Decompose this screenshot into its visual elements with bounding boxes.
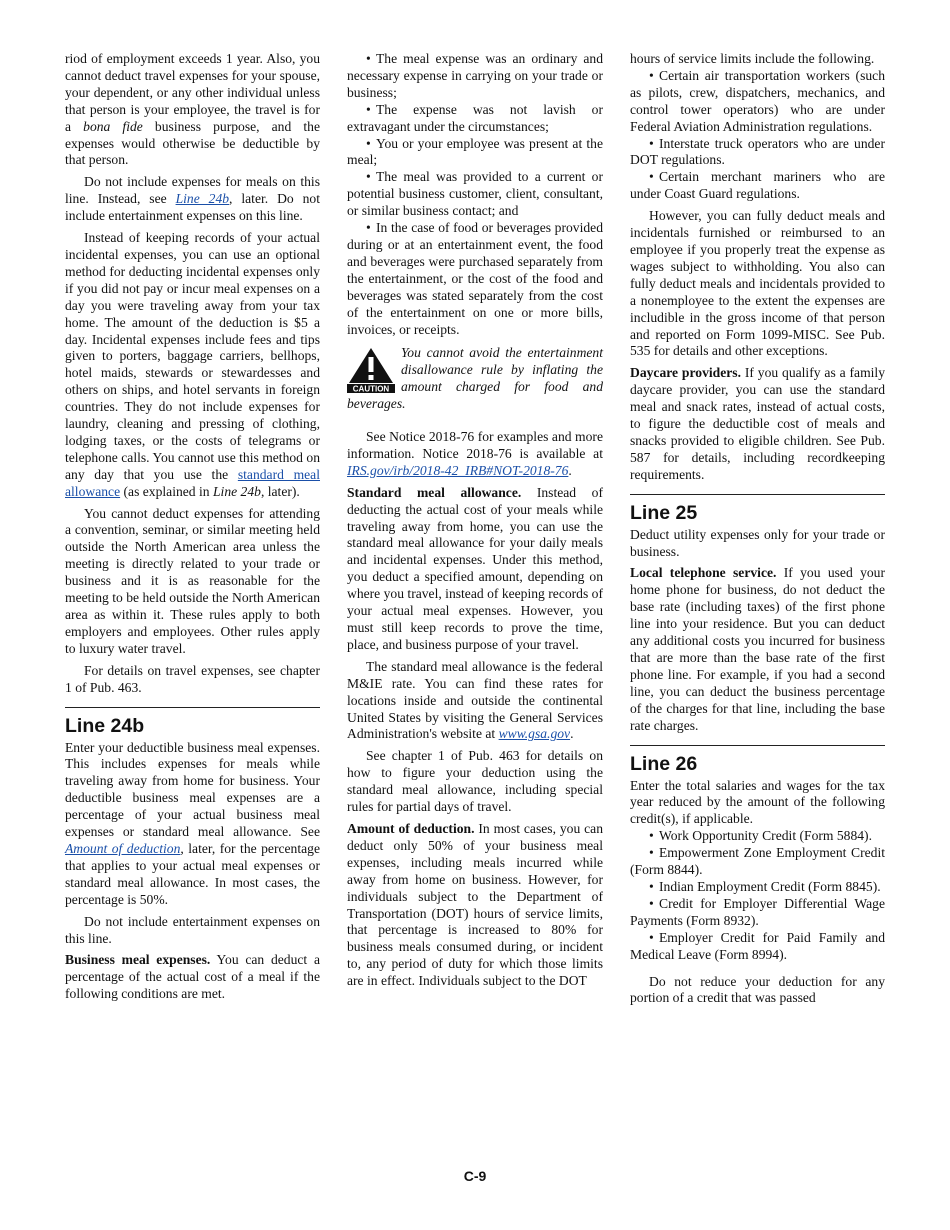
caution-text: You cannot avoid the entertainment disallowance rule by inflating the amount charged for food and beverages. — [347, 345, 603, 412]
standard-meal-allowance-link[interactable]: standard meal allowance — [65, 466, 320, 499]
page-number: C-9 — [463, 1168, 487, 1184]
caution-icon — [347, 347, 395, 393]
bullet-item: • In the case of food or beverages provided during or at an entertainment event, the food and beverages were purchased separately from the entertainment, or the cost of the food and beverages was stated separately from the cost of the entertainment on one or more bills, invoices, or receipts. — [347, 220, 603, 337]
paragraph: Local telephone service. If you used your home phone for business, do not deduct the base rate (including taxes) of the first phone line into your residence. But you can deduct any additional costs you incurred for business that are more than the base rate of the first phone line. For example, if you had a second line, you can deduct the business percentage of the charges for that line, including the base rate charges. — [630, 565, 885, 733]
paragraph: hours of service limits include the following. — [630, 51, 875, 66]
paragraph: Instead of keeping records of your actual incidental expenses, you can use an optional method for deducting incidental expenses only if you did not pay or incur meal expenses on a day you were traveling away from your tax home. The amount of the deduction is $5 a day. Incidental expenses include fees and tips given to porters, baggage carriers, bellhops, hotel maids, stewards or stewardesses and others on ships, and hotel servants in foreign countries. They do not include expenses for laundry, cleaning and pressing of clothing, lodging taxes, or the costs of telegrams or telephone calls. You cannot use this method on any day that you use the standard meal allowance (as explained in Line 24b, later). — [65, 230, 320, 499]
paragraph: For details on travel expenses, see chapter 1 of Pub. 463. — [65, 662, 320, 695]
paragraph: However, you can fully deduct meals and incidentals furnished or reimbursed to an employee if you properly treat the expense as wages subject to withholding. You also can fully deduct meals and incidentals provided to a nonemployee to the extent the expenses are includible in the gross income of that person and reported on Form 1099-MISC. See Pub. 535 for details and other exceptions. — [630, 208, 885, 359]
caution-label: CAUTION — [352, 384, 390, 394]
amount-of-deduction-link[interactable]: Amount of deduction — [65, 840, 181, 856]
caution-note — [347, 345, 603, 413]
paragraph: Daycare providers. If you qualify as a family daycare provider, you can use the standard meal and snack rates, instead of actual costs, to figure the deductible cost of meals and snacks provided to eligible children. See Pub. 587 for details, including recordkeeping requirements. — [630, 365, 885, 482]
paragraph: See Notice 2018-76 for examples and more information. Notice 2018-76 is available at IRS.gov/irb/2018-42_IRB#NOT-2018-76. — [347, 429, 603, 478]
gsa-link[interactable]: www.gsa.gov — [498, 726, 571, 742]
bullet-item: • Empowerment Zone Employment Credit (Form 8844). — [630, 845, 885, 878]
paragraph: The standard meal allowance is the federal M&IE rate. You can find these rates for locations inside and outside the continental United States by visiting the General Services Administration's website at www.gsa.gov. — [347, 658, 603, 742]
column-3 — [630, 51, 885, 1012]
paragraph: Standard meal allowance. Instead of deducting the actual cost of your meals while traveling away from home, you can use the standard meal allowance for your daily meals and incidental expenses. Under this method, you deduct a specified amount, depending on where you travel, instead of keeping records of your actual meal expenses. However, you must still keep records to prove the time, place, and business purpose of your travel. — [347, 484, 603, 652]
bullet-item: • You or your employee was present at the meal; — [347, 135, 603, 168]
paragraph: Enter the total salaries and wages for the tax year reduced by the amount of the following credit(s), if applicable. — [630, 777, 885, 827]
notice-2018-76-link[interactable]: IRS.gov/irb/2018-42_IRB#NOT-2018-76 — [347, 462, 569, 478]
paragraph: riod of employment exceeds 1 year. Also, you cannot deduct travel expenses for your spouse, your dependent, or any other individual unless that person is your employee, the travel is for a bona fide business purpose, and the expenses would otherwise be deductible by that person. — [65, 51, 320, 168]
line-24b-link[interactable]: Line 24b — [175, 191, 230, 207]
bullet-item: • The expense was not lavish or extravagant under the circumstances; — [347, 101, 603, 134]
bullet-item: • Credit for Employer Differential Wage Payments (Form 8932). — [630, 895, 885, 928]
bullet-item: • Employer Credit for Paid Family and Medical Leave (Form 8994). — [630, 929, 885, 962]
bullet-item: • Indian Employment Credit (Form 8845). — [649, 878, 881, 894]
paragraph: Amount of deduction. In most cases, you can deduct only 50% of your business meal expenses, including meals incurred while away from home on business. However, for individuals subject to the Department of Transportation (DOT) hours of service limits, that percentage is increased to 80% for business meals consumed during, or incident to, any period of duty for which those limits are in effect. Individuals subject to the DOT — [347, 820, 603, 989]
bullet-item: • The meal expense was an ordinary and necessary expense in carrying on your trade or business; — [347, 51, 603, 100]
paragraph: Do not include entertainment expenses on this line. — [65, 913, 320, 946]
paragraph: Do not include expenses for meals on this line. Instead, see Line 24b, later. Do not include entertainment expenses on this line. — [65, 174, 320, 224]
section-divider — [65, 707, 320, 708]
bullet-item: • Certain merchant mariners who are under Coast Guard regulations. — [630, 169, 885, 202]
column-1 — [65, 51, 320, 1008]
column-2 — [347, 51, 603, 995]
heading-line-25: Line 25 — [630, 501, 698, 524]
paragraph: See chapter 1 of Pub. 463 for details on how to figure your deduction using the standard meal allowance, including special rules for partial days of travel. — [347, 748, 603, 815]
paragraph: Deduct utility expenses only for your trade or business. — [630, 526, 885, 559]
bullet-item: • Certain air transportation workers (such as pilots, crew, dispatchers, mechanics, and control tower operators) who are under Federal Aviation Administration regulations. — [630, 67, 885, 134]
paragraph: Do not reduce your deduction for any portion of a credit that was passed — [630, 973, 885, 1006]
heading-line-24b: Line 24b — [65, 714, 145, 737]
bullet-item: • Interstate truck operators who are under DOT regulations. — [630, 135, 885, 168]
heading-line-26: Line 26 — [630, 752, 698, 775]
bullet-item: • The meal was provided to a current or potential business customer, client, consultant, or similar business contact; and — [347, 169, 603, 219]
paragraph: Enter your deductible business meal expenses. This includes expenses for meals while traveling away from home for business. Your deductible business meal expenses are a percentage of your actual business meal expenses or standard meal allowance. See Amount of deduction, later, for the percentage that applies to your actual meal expenses or standard meal allowance. In most cases, the percentage is 50%. — [65, 739, 320, 907]
paragraph: You cannot deduct expenses for attending a convention, seminar, or similar meeting held outside the North American area unless the meeting is directly related to your trade or business and it is as reasonable for the meeting to be held outside the North American area as within it. These rules apply to both employers and employees. Other rules apply to luxury water travel. — [65, 505, 320, 656]
section-divider — [630, 745, 885, 746]
bullet-item: • Work Opportunity Credit (Form 5884). — [649, 828, 872, 844]
paragraph: Business meal expenses. You can deduct a percentage of the actual cost of a meal if the following conditions are met. — [65, 952, 320, 1002]
section-divider — [630, 494, 885, 495]
